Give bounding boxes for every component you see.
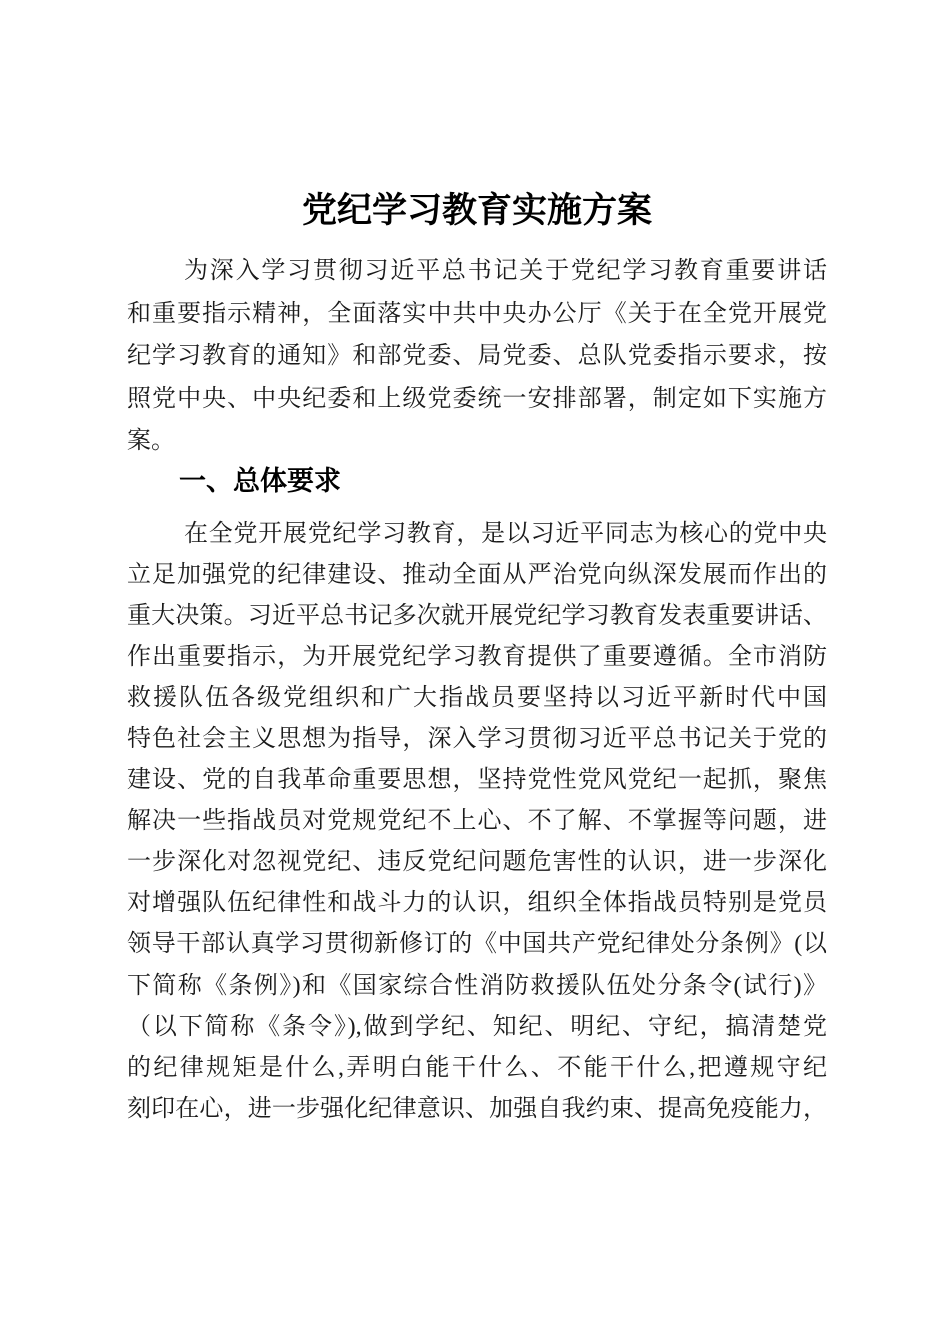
text-line: 救援队伍各级党组织和广大指战员要坚持以习近平新时代中国 [127,684,827,711]
text-line: 对增强队伍纪律性和战斗力的认识，组织全体指战员特别是党员 [127,890,827,917]
text-line: 建设、党的自我革命重要思想，坚持党性党风党纪一起抓，聚焦 [127,767,827,794]
text-line: 为深入学习贯彻习近平总书记关于党纪学习教育重要讲话 [184,258,827,284]
text-line: 解决一些指战员对党规党纪不上心、不了解、不掌握等问题，进 [127,808,827,835]
section-body-paragraph [127,514,827,1130]
text-line: 领导干部认真学习贯彻新修订的《中国共产党纪律处分条例》(以 [127,931,827,958]
text-line: 作出重要指示，为开展党纪学习教育提供了重要遵循。全市消防 [127,643,827,670]
text-line: 一步深化对忽视党纪、违反党纪问题危害性的认识，进一步深化 [127,849,827,876]
text-line: 纪学习教育的通知》和部党委、局党委、总队党委指示要求，按 [127,343,827,369]
text-line: 下简称《条例》)和《国家综合性消防救援队伍处分条令(试行)》 [127,972,827,999]
text-line: 特色社会主义思想为指导，深入学习贯彻习近平总书记关于党的 [127,725,827,752]
section-heading: 一、总体要求 [179,465,341,496]
text-line: （以下简称《条令》),做到学纪、知纪、明纪、守纪，搞清楚党 [127,1013,827,1040]
text-line: 重大决策。习近平总书记多次就开展党纪学习教育发表重要讲话、 [127,602,827,629]
document-title: 党纪学习教育实施方案 [301,191,652,230]
text-line: 和重要指示精神，全面落实中共中央办公厅《关于在全党开展党 [127,300,827,327]
text-line: 的纪律规矩是什么,弄明白能干什么、不能干什么,把遵规守纪 [127,1054,827,1081]
text-line: 立足加强党的纪律建设、推动全面从严治党向纵深发展而作出的 [127,561,827,588]
intro-paragraph [127,250,827,463]
text-line: 照党中央、中央纪委和上级党委统一安排部署，制定如下实施方 [127,385,827,412]
text-line: 案。 [127,428,175,454]
text-line: 在全党开展党纪学习教育，是以习近平同志为核心的党中央 [184,520,827,547]
text-line: 刻印在心，进一步强化纪律意识、加强自我约束、提高免疫能力， [127,1095,827,1122]
